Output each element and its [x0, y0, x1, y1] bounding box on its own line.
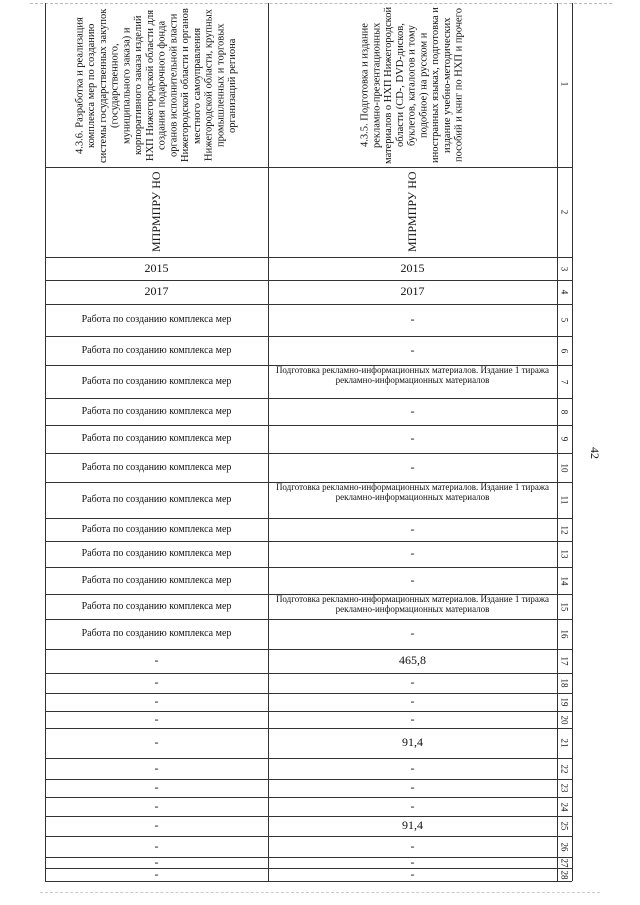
column-index-cell — [557, 167, 572, 257]
scan-edge-bottom — [40, 892, 600, 893]
table-cell: - — [154, 653, 159, 668]
column-index: 5 — [559, 317, 570, 323]
column-index: 3 — [559, 266, 570, 271]
table-cell: - — [154, 838, 159, 853]
page-number: 42 — [588, 447, 602, 459]
table-cell: Работа по созданию комплекса мер — [81, 461, 232, 473]
column-index: 19 — [559, 697, 570, 707]
table-cell: - — [410, 711, 415, 726]
column-index-cell — [557, 758, 572, 779]
column-index-cell — [557, 857, 572, 868]
table-cell: - — [410, 854, 415, 869]
table-cell: Работа по созданию комплекса мер — [81, 494, 232, 506]
column-index: 22 — [559, 764, 570, 773]
column-index: 25 — [559, 821, 570, 831]
column-index: 20 — [559, 715, 570, 724]
column-index: 10 — [559, 463, 570, 472]
table-cell: - — [154, 866, 159, 881]
column-index: 12 — [559, 525, 570, 534]
table-cell: - — [410, 866, 415, 881]
responsible-executor: МПРМПРУ НО — [404, 171, 419, 253]
responsible-executor: МПРМПРУ НО — [148, 171, 163, 253]
table-cell: Работа по созданию комплекса мер — [81, 574, 232, 586]
column-index: 2 — [559, 209, 570, 215]
column-index-cell — [557, 711, 572, 728]
column-index-cell — [557, 280, 572, 304]
column-index-cell — [557, 398, 572, 425]
column-index-cell — [557, 693, 572, 711]
column-index: 17 — [559, 656, 570, 666]
table-cell: - — [154, 854, 159, 869]
table-border-right — [572, 3, 573, 881]
table-cell: - — [410, 431, 415, 446]
column-index: 23 — [559, 783, 570, 793]
table-cell: Подготовка рекламно-информационных материалов. Издание 1 тиража рекламно-информационных материалов — [275, 594, 550, 615]
table-cell: Работа по созданию комплекса мер — [81, 433, 232, 445]
column-index-cell — [557, 482, 572, 518]
table-cell: Работа по созданию комплекса мер — [81, 344, 232, 356]
table-cell: - — [410, 798, 415, 813]
table-cell: Работа по созданию комплекса мер — [81, 600, 232, 612]
column-index: 21 — [559, 738, 570, 748]
table-cell: - — [410, 760, 415, 775]
column-index-cell — [557, 868, 572, 881]
table-cell: Работа по созданию комплекса мер — [81, 523, 232, 535]
column-index: 6 — [559, 348, 570, 353]
column-index: 15 — [559, 602, 570, 611]
table-cell: - — [154, 694, 159, 709]
table-cell: - — [410, 403, 415, 418]
column-index-cell — [557, 425, 572, 453]
start-year: 2015 — [400, 260, 425, 275]
column-index: 24 — [559, 802, 570, 811]
column-index: 7 — [559, 379, 570, 384]
column-index-cell — [557, 649, 572, 673]
table-cell: - — [154, 735, 159, 750]
column-index-cell — [557, 779, 572, 797]
column-index: 4 — [559, 289, 570, 295]
column-index: 18 — [559, 678, 570, 688]
table-cell: 465,8 — [399, 653, 426, 668]
column-index-cell — [557, 0, 572, 167]
table-cell: - — [154, 760, 159, 775]
table-cell: Работа по созданию комплекса мер — [81, 628, 232, 640]
table-cell: Работа по созданию комплекса мер — [81, 405, 232, 417]
table-cell: - — [154, 798, 159, 813]
column-index-cell — [557, 336, 572, 365]
column-index-cell — [557, 816, 572, 836]
table-cell: - — [410, 312, 415, 327]
start-year: 2015 — [144, 260, 169, 275]
table-cell: - — [410, 342, 415, 357]
table-cell: - — [410, 546, 415, 561]
column-index-cell — [557, 257, 572, 280]
end-year: 2017 — [400, 284, 425, 299]
table-cell: - — [410, 572, 415, 587]
table-cell: 91,4 — [402, 818, 423, 833]
column-index-cell — [557, 836, 572, 857]
column-index: 14 — [559, 576, 570, 585]
column-index-cell — [557, 619, 572, 649]
column-index-cell — [557, 304, 572, 336]
table-cell: - — [410, 459, 415, 474]
column-index: 27 — [559, 858, 570, 867]
table-cell: - — [154, 675, 159, 690]
column-index-cell — [557, 673, 572, 693]
column-index-cell — [557, 453, 572, 482]
table-cell: - — [410, 694, 415, 709]
column-index-cell — [557, 365, 572, 398]
table-cell: - — [410, 838, 415, 853]
table-cell: - — [410, 780, 415, 795]
column-index: 1 — [559, 81, 570, 86]
table-cell: Подготовка рекламно-информационных материалов. Издание 1 тиража рекламно-информационных материалов — [275, 365, 550, 386]
table-cell: - — [410, 626, 415, 641]
column-index: 11 — [559, 495, 570, 505]
column-index: 26 — [559, 842, 570, 851]
table-cell: - — [154, 780, 159, 795]
column-index-cell — [557, 728, 572, 758]
table-cell: Работа по созданию комплекса мер — [81, 314, 232, 326]
table-row-line — [45, 881, 572, 882]
table-cell: - — [154, 711, 159, 726]
table-cell: - — [410, 675, 415, 690]
column-index: 28 — [559, 870, 570, 879]
column-index-cell — [557, 797, 572, 816]
column-index-cell — [557, 594, 572, 619]
table-cell: 91,4 — [402, 735, 423, 750]
column-index: 8 — [559, 409, 570, 414]
table-cell: Работа по созданию комплекса мер — [81, 375, 232, 387]
column-index: 9 — [559, 436, 570, 442]
measure-title: 4.3.5. Подготовка и издание рекламно-презентационных материалов о НХП Нижегородской области (CD-, DVD-дисков, буклетов, каталогов и тому подобное) на русском и иностранных языках, подготовка и издание учебно-методических пособий и книг по НХП и прочего — [359, 6, 465, 165]
column-index: 16 — [559, 629, 570, 639]
column-index-cell — [557, 541, 572, 567]
column-index-cell — [557, 518, 572, 541]
column-index: 13 — [559, 549, 570, 559]
measure-title: 4.3.6. Разработка и реализация комплекса мер по созданию системы государственных закупок (государственного, муниципального заказа) и корпоративного заказа изделий НХП Нижегородской области для создания подарочного фонда органов исполнительной власти Нижегородской области и органов местного самоуправления Нижегородской области, крупных промышленных и торговых организаций региона — [74, 8, 238, 163]
column-index-cell — [557, 567, 572, 594]
end-year: 2017 — [144, 284, 169, 299]
table-cell: Работа по созданию комплекса мер — [81, 548, 232, 560]
table-cell: - — [410, 521, 415, 536]
table-cell: - — [154, 818, 159, 833]
table-cell: Подготовка рекламно-информационных материалов. Издание 1 тиража рекламно-информационных материалов — [275, 482, 550, 503]
